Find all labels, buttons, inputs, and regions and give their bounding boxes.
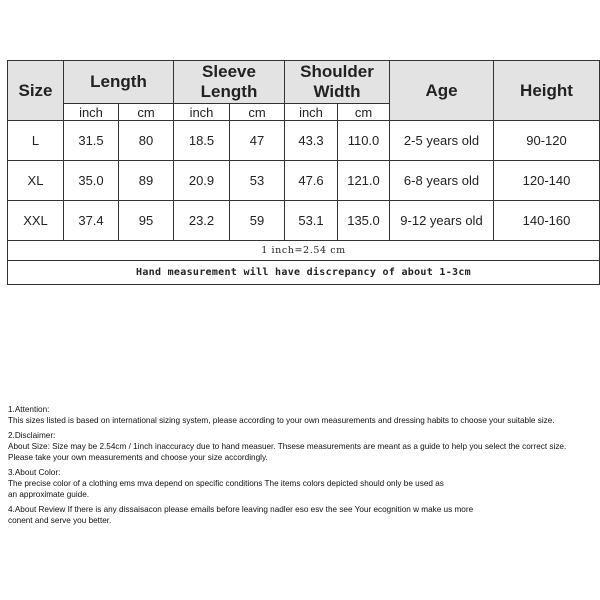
unit-cell: cm <box>119 104 174 121</box>
age-cell: 2-5 years old <box>390 121 494 161</box>
size-chart-table <box>7 60 600 285</box>
length-inch-cell: 37.4 <box>64 201 119 241</box>
attention-title: 1.Attention: <box>8 405 50 414</box>
shoulder-width-header: Shoulder Width <box>285 61 390 104</box>
color-title: 3.About Color: <box>8 468 61 477</box>
shoulder-cm-cell: 121.0 <box>338 161 390 201</box>
unit-cell: inch <box>174 104 230 121</box>
length-cm-cell: 89 <box>119 161 174 201</box>
length-cm-cell: 80 <box>119 121 174 161</box>
disclaimer-text: About Size: Size may be 2.54cm / 1inch inaccuracy due to hand measuer. Thsese measurements are meant as a guide to help you select the correct size. <box>8 442 567 451</box>
attention-text: This sizes listed is based on international sizing system, please according to your own measurements and dressing habits to choose your suitable size. <box>8 416 555 425</box>
height-cell: 140-160 <box>494 201 600 241</box>
shoulder-inch-cell: 47.6 <box>285 161 338 201</box>
table-row <box>8 201 600 241</box>
color-text: an approximate guide. <box>8 490 90 499</box>
color-text: The precise color of a clothing ems mva depend on specific conditions The items colors depicted should only be used as <box>8 479 444 488</box>
length-cm-cell: 95 <box>119 201 174 241</box>
review-text: conent and serve you better. <box>8 516 112 525</box>
height-cell: 120-140 <box>494 161 600 201</box>
review-block <box>8 504 598 526</box>
size-cell: L <box>8 121 64 161</box>
length-inch-cell: 31.5 <box>64 121 119 161</box>
height-cell: 90-120 <box>494 121 600 161</box>
sleeve-inch-cell: 18.5 <box>174 121 230 161</box>
sleeve-cm-cell: 59 <box>230 201 285 241</box>
size-header: Size <box>8 61 64 121</box>
review-text: 4.About Review If there is any dissaisacon please emails before leaving nadler eso esv the see Your ecognition w make us more <box>8 505 474 514</box>
sleeve-inch-cell: 20.9 <box>174 161 230 201</box>
unit-cell: cm <box>338 104 390 121</box>
size-cell: XXL <box>8 201 64 241</box>
shoulder-cm-cell: 135.0 <box>338 201 390 241</box>
length-header: Length <box>64 61 174 104</box>
attention-block <box>8 404 598 426</box>
height-header: Height <box>494 61 600 121</box>
size-cell: XL <box>8 161 64 201</box>
conversion-note: 1 inch=2.54 cm <box>8 241 600 261</box>
unit-cell: cm <box>230 104 285 121</box>
shoulder-inch-cell: 43.3 <box>285 121 338 161</box>
color-block <box>8 467 598 500</box>
sleeve-length-header: Sleeve Length <box>174 61 285 104</box>
sleeve-cm-cell: 47 <box>230 121 285 161</box>
shoulder-inch-cell: 53.1 <box>285 201 338 241</box>
conversion-row <box>8 241 600 261</box>
age-header: Age <box>390 61 494 121</box>
length-inch-cell: 35.0 <box>64 161 119 201</box>
disclaimer-text: Please take your own measurements and choose your size accordingly. <box>8 453 268 462</box>
notes-section <box>8 404 598 530</box>
header-row <box>8 61 600 104</box>
age-cell: 6-8 years old <box>390 161 494 201</box>
sleeve-cm-cell: 53 <box>230 161 285 201</box>
sleeve-inch-cell: 23.2 <box>174 201 230 241</box>
unit-cell: inch <box>64 104 119 121</box>
disclaimer-block <box>8 430 598 463</box>
shoulder-cm-cell: 110.0 <box>338 121 390 161</box>
measurement-note: Hand measurement will have discrepancy of about 1-3cm <box>8 261 600 285</box>
age-cell: 9-12 years old <box>390 201 494 241</box>
measurement-row <box>8 261 600 285</box>
disclaimer-title: 2.Disclaimer: <box>8 431 56 440</box>
unit-cell: inch <box>285 104 338 121</box>
table-row <box>8 161 600 201</box>
table-row <box>8 121 600 161</box>
